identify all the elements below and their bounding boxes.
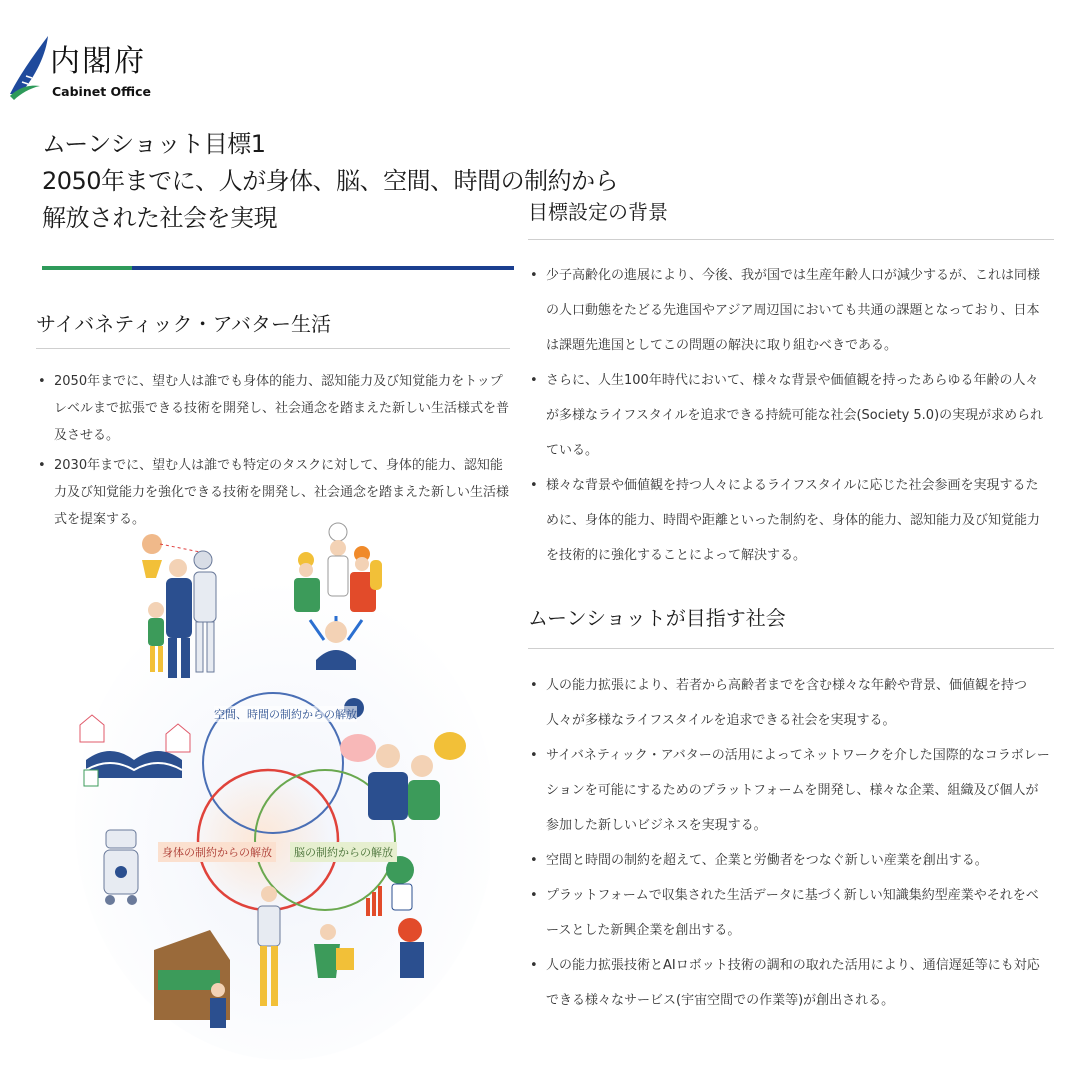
list-item: • プラットフォームで収集された生活データに基づく新しい知識集約型産業やそれをベースとした新興企業を創出する。 <box>528 878 1050 948</box>
title-line-1: ムーンショット目標1 <box>42 130 266 158</box>
logo-english-text: Cabinet Office <box>52 84 151 99</box>
background-list <box>528 258 1050 573</box>
cyber-divider <box>36 348 510 349</box>
list-item: • 空間と時間の制約を超えて、企業と労働者をつなぐ新しい産業を創出する。 <box>528 843 1050 878</box>
list-item: • 2030年までに、望む人は誰でも特定のタスクに対して、身体的能力、認知能力及び知覚能力を強化できる技術を開発し、社会通念を踏まえた新しい生活様式を提案する。 <box>36 452 514 533</box>
list-item: • さらに、人生100年時代において、様々な背景や価値観を持ったあらゆる年齢の人々が多様なライフスタイルを追求できる持続可能な社会(Society 5.0)の実現が求められている。 <box>528 363 1050 468</box>
list-item: • 人の能力拡張により、若者から高齢者までを含む様々な年齢や背景、価値観を持つ人々が多様なライフスタイルを追求できる社会を実現する。 <box>528 668 1050 738</box>
list-item: • 少子高齢化の進展により、今後、我が国では生産年齢人口が減少するが、これは同様の人口動態をたどる先進国やアジア周辺国においても共通の課題となっており、日本は課題先進国としてこの問題の解決に取り組むべきである。 <box>528 258 1050 363</box>
society-divider <box>528 648 1054 649</box>
circle-label-body: 身体の制約からの解放 <box>158 842 276 862</box>
list-item: • 人の能力拡張技術とAIロボット技術の調和の取れた活用により、通信遅延等にも対応できる様々なサービス(宇宙空間での作業等)が創出される。 <box>528 948 1050 1018</box>
list-item: • サイバネティック・アバターの活用によってネットワークを介した国際的なコラボレーションを可能にするためのプラットフォームを開発し、様々な企業、組織及び個人が参加した新しいビジネスを実現する。 <box>528 738 1050 843</box>
logo-japanese-text: 内閣府 <box>50 44 146 79</box>
cyber-heading: サイバネティック・アバター生活 <box>36 312 331 336</box>
title-underline-accent <box>42 266 132 270</box>
title-line-2: 2050年までに、人が身体、脳、空間、時間の制約から <box>42 167 619 195</box>
list-item: • 2050年までに、望む人は誰でも身体的能力、認知能力及び知覚能力をトップレベルまで拡張できる技術を開発し、社会通念を踏まえた新しい生活様式を普及させる。 <box>36 368 514 449</box>
title-line-3: 解放された社会を実現 <box>42 204 277 232</box>
list-item: • 様々な背景や価値観を持つ人々によるライフスタイルに応じた社会参画を実現するために、身体的能力、時間や距離といった制約を、身体的能力、認知能力及び知覚能力を技術的に強化することによって解決する。 <box>528 468 1050 573</box>
circle-label-brain: 脳の制約からの解放 <box>290 842 397 862</box>
society-heading: ムーンショットが目指す社会 <box>528 606 786 630</box>
society-list <box>528 668 1050 1018</box>
background-heading: 目標設定の背景 <box>528 200 668 224</box>
cyber-list <box>36 368 514 536</box>
background-divider <box>528 239 1054 240</box>
service-robot <box>104 830 138 905</box>
circle-label-space-time: 空間、時間の制約からの解放 <box>214 708 357 721</box>
society-illustration <box>70 520 490 1070</box>
